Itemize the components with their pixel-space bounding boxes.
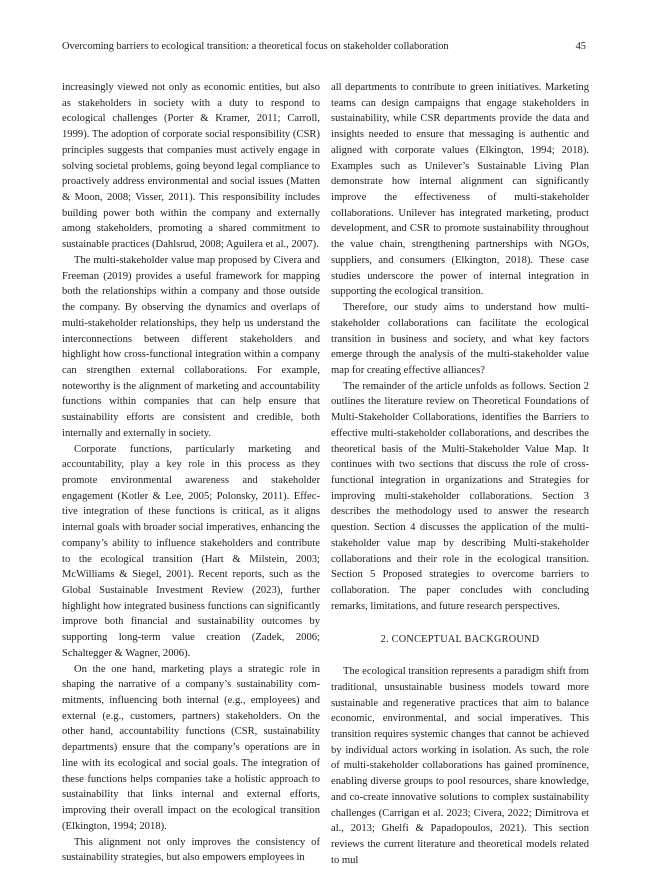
page-number: 45 [575, 41, 586, 52]
paragraph: Corporate functions, particularly marketing and accountability, play a key role in this process as they promote environmental awareness and stakeholder engagement (Kotler & Lee, 2005; Polonsky, 2011). Effective integration of these functions is critical, as it aligns internal goals with broader social imperatives, enhancing the company’s ability to influence stakeholders and contribute to the ecological transition (Hart & Milstein, 2003; McWilliams & Siegel, 2001). Recent reports, such as the Global Sustainable Investment Review (2023), further highlight how integrated business functions can significantly improve both financial and sustainability outcomes by supporting long-term value creation (Zadek, 2006; Schaltegger & Wagner, 2006). [62, 443, 320, 659]
paragraph: The remainder of the article unfolds as follows. Section 2 outlines the literature review on Theoretical Foundations of Multi-Stakeholder Collaborations, identifies the Barriers to effective multi-stakeholder collaborations, and describes the theoretical basis of the Multi-Stakeholder Value Map. It continues with two sections that discuss the role of cross-functional integration in organizations and Strategies for improving multi-stakeholder collaborations. Section 3 describes the methodology used to answer the research question. Section 4 discusses the application of the multi-stakeholder value map by describing Multi-stakeholder collaborations and their role in the ecological transition. Section 5 Proposed strategies to overcome barriers to collaboration. The paper concludes with concluding remarks, limitations, and future research perspectives. [331, 380, 589, 612]
running-title: Overcoming barriers to ecological transition: a theoretical focus on stakeholder collaboration [62, 41, 449, 52]
paragraph: The ecological transition represents a paradigm shift from traditional, unsustainable business models toward more sustainable and regenerative practices that aim to balance economic, environmental, and social imperatives. This transition requires systemic changes that cannot be achieved by individual actors working in isolation. As such, the role of multi-stakeholder collaborations has gained prominence, enabling diverse groups to pool resources, share knowledge, and co-create innovative solutions to complex sustainability challenges (Carrigan et al. 2023; Civera, 2022; Dimitrova et al., 2013; Ghelfi & Papadopoulos, 2021). This section reviews the current literature and theoretical models related to mul [331, 666, 589, 866]
paragraph: This alignment not only improves the consistency of sustainability strategies, but also empowers employees in [62, 836, 320, 864]
section-heading: 2. CONCEPTUAL BACKGROUND [380, 634, 540, 646]
left-column [62, 80, 320, 866]
paragraph: On the one hand, marketing plays a strategic role in shaping the narrative of a company’s sustainability commitments, influencing both internal (e.g., employees) and external (e.g., customers, partners) stakeholders. On the other hand, accountability functions (CSR, sustainability departments) ensure that the company’s operations are in line with its ecological and social goals. The integration of these functions helps companies take a holistic approach to sustainability that links internal and external efforts, improving their overall impact on the ecological transition (Elkington, 1994; 2018). [62, 663, 320, 832]
right-column [331, 80, 589, 869]
paragraph: all departments to contribute to green initiatives. Marketing teams can design campaigns that engage stakeholders in sustainability, while CSR departments provide the data and insights needed to ensure that messaging is authentic and aligned with corporate values (Elkington, 1994; 2018). Examples such as Unilever’s Sustainable Living Plan demonstrate how internal alignment can significantly improve the effectiveness of multi-stakeholder collaborations. Unilever has integrated marketing, product development, and CSR to promote sustainability throughout the value chain, strengthening partnerships with NGOs, suppliers, and consumers (Elkington, 2018). These case studies underscore the power of internal integration in supporting the ecological transition. [331, 82, 589, 298]
running-header [62, 41, 586, 57]
paragraph: increasingly viewed not only as economic entities, but also as stakeholders in society with a duty to respond to ecological challenges (Porter & Kramer, 2011; Carroll, 1999). The adoption of corporate social responsibility (CSR) principles suggests that companies must actively engage in solving societal problems, going beyond legal compliance to proactively address environmental and social issues (Matten & Moon, 2008; Visser, 2011). This responsibility includes building power both within the company and externally among stakeholders, promoting a shared commitment to sustainable practices (Dahlsrud, 2008; Aguilera et al., 2007). [62, 82, 320, 251]
paragraph: Therefore, our study aims to understand how multistakeholder collaborations can facilitate the ecological transition in business and society, and what key factors emerge through the analysis of the multi-stakeholder value map for creating effective alliances? [331, 302, 589, 376]
paragraph: The multi-stakeholder value map proposed by Civera and Freeman (2019) provides a useful framework for mapping both the relationships within a company and those outside the company. By observing the dynamics and overlaps of multi-stakeholder relationships, they help us understand the interconnections between different stakeholders and highlight how cross-functional integration within a company can strengthen external collaborations. For example, noteworthy is the alignment of marketing and accountability functions within companies that can help ensure that sustainability efforts are consistent and credible, both internally and externally in society. [62, 254, 320, 439]
